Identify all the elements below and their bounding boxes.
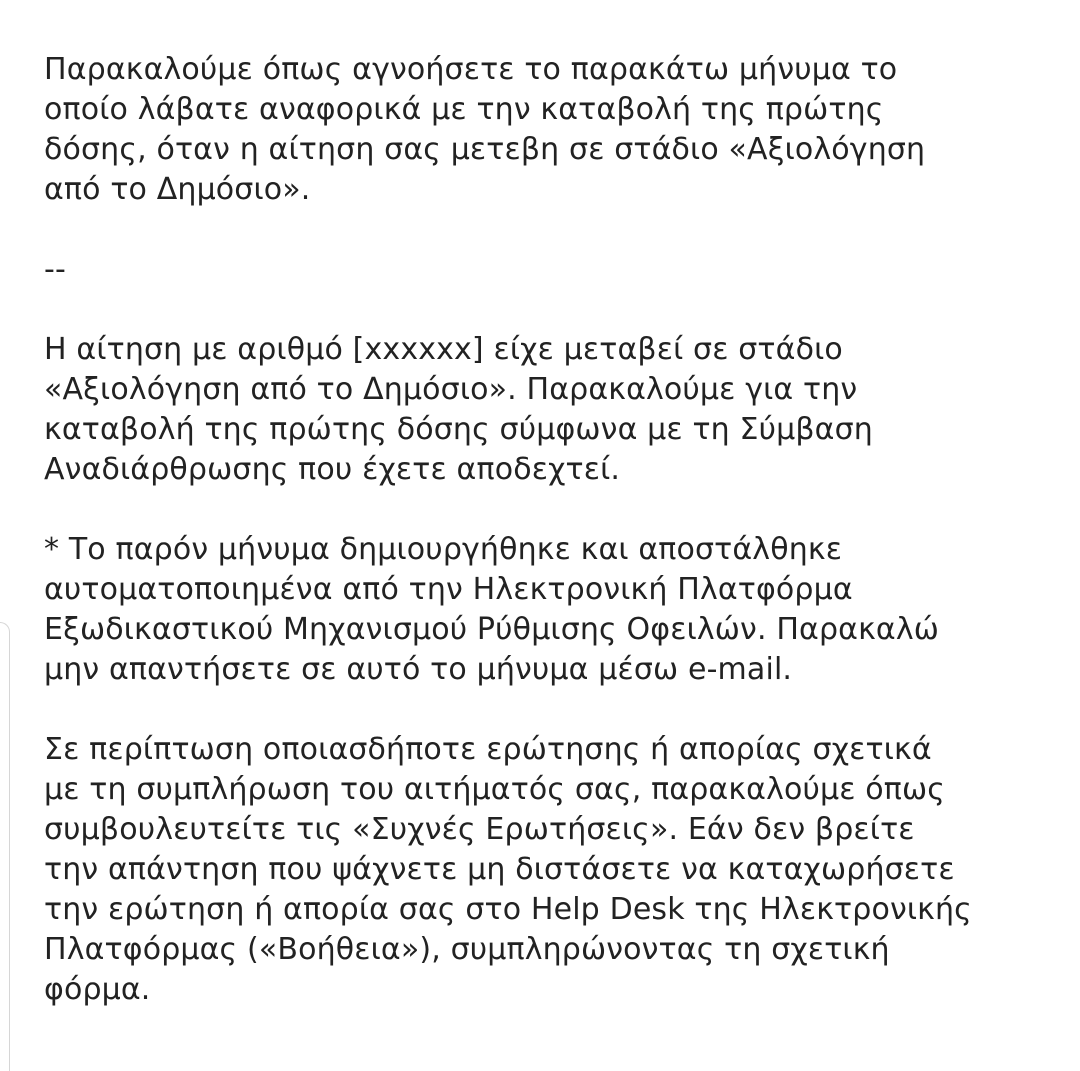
separator: -- (44, 252, 66, 287)
scroll-handle[interactable] (0, 622, 10, 1071)
paragraph-automated-notice: * Το παρόν μήνυμα δημιουργήθηκε και αποστάλθηκε αυτοματοποιημένα από την Ηλεκτρονική Πλατφόρμα Εξωδικαστικού Μηχανισμού Ρύθμισης Οφειλών. Παρακαλώ μην απαντήσετε σε αυτό το μήνυμα μέσω e-mail. (44, 532, 940, 687)
paragraph-spacer (44, 690, 1064, 730)
paragraph-spacer (44, 490, 1064, 530)
paragraph-spacer (44, 290, 1064, 330)
email-body (44, 50, 1064, 1010)
paragraph-ignore-notice: Παρακαλούμε όπως αγνοήσετε το παρακάτω μήνυμα το οποίο λάβατε αναφορικά με την καταβολή της πρώτης δόσης, όταν η αίτηση σας μετεβη σε στάδιο «Αξιολόγηση από το Δημόσιο». (44, 52, 926, 207)
paragraph-application-status: Η αίτηση με αριθμό [xxxxxx] είχε μεταβεί σε στάδιο «Αξιολόγηση από το Δημόσιο». Παρακαλούμε για την καταβολή της πρώτης δόσης σύμφωνα με τη Σύμβαση Αναδιάρθρωσης που έχετε αποδεχτεί. (44, 332, 873, 487)
paragraph-spacer (44, 210, 1064, 250)
paragraph-help-info: Σε περίπτωση οποιασδήποτε ερώτησης ή απορίας σχετικά με τη συμπλήρωση του αιτήματός σας, παρακαλούμε όπως συμβουλευτείτε τις «Συχνές Ερωτήσεις». Εάν δεν βρείτε την απάντηση που ψάχνετε μη διστάσετε να καταχωρήσετε την ερώτηση ή απορία σας στο Help Desk της Ηλεκτρονικής Πλατφόρμας («Βοήθεια»), συμπληρώνοντας τη σχετική φόρμα. (44, 732, 972, 1007)
